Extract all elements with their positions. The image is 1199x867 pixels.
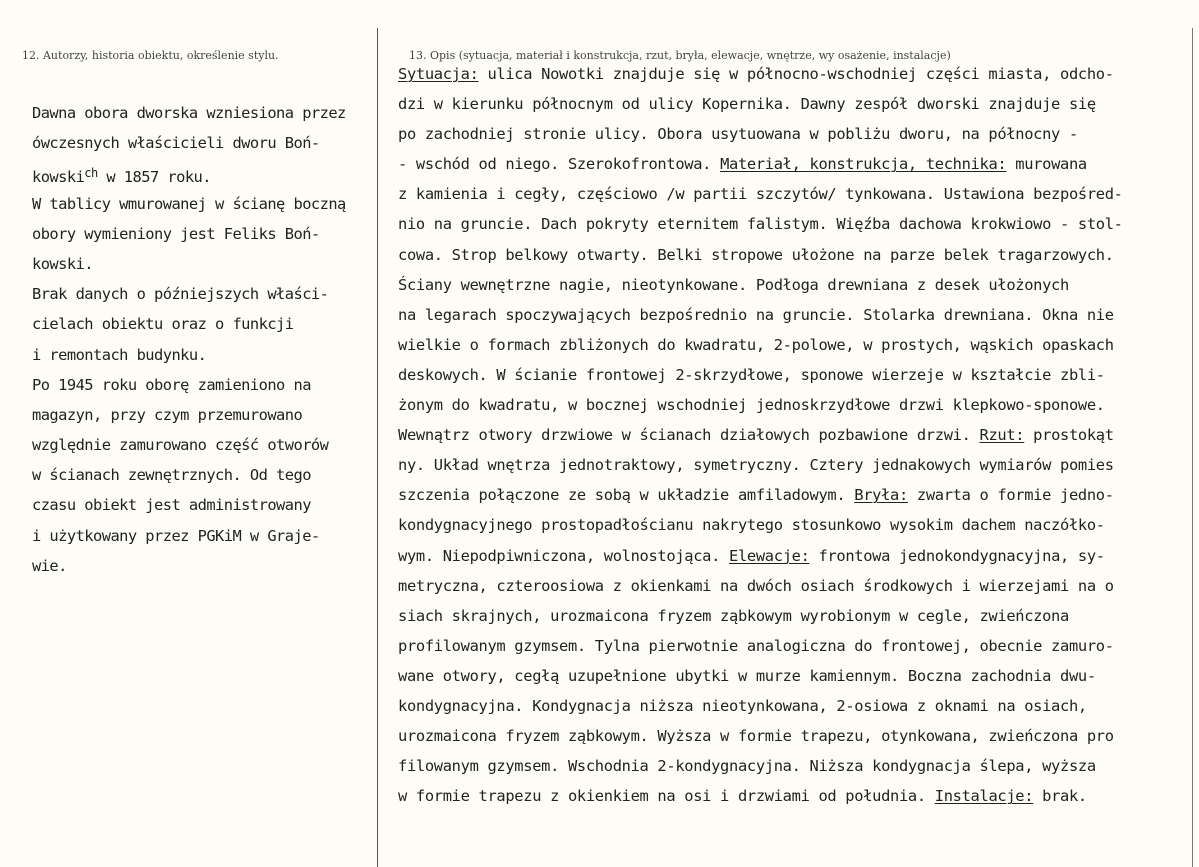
text-line: [32, 340, 376, 370]
text-line: [32, 400, 376, 430]
text-segment: obory wymieniony jest Feliks Boń-: [32, 224, 320, 243]
text-segment: nych właścicieli dworu Boń-: [84, 134, 320, 153]
text-segment: brak.: [1033, 787, 1087, 806]
text-segment: urozmaicona fryzem ząbkowym. Wyższa w formie trapezu, otynkowana, zwieńczona pro: [398, 727, 1114, 746]
text-line: [398, 691, 1198, 721]
text-segment: ny. Układ wnętrza jednotraktowy, symetryczny. Cztery jednakowych wymiarów pomies: [398, 456, 1114, 475]
text-segment: - wschód od niego. Szerokofrontowa.: [398, 155, 721, 174]
text-segment: wym. Niepodpiwniczona, wolnostojąca.: [398, 546, 730, 565]
section-13-header: 13. Opis (sytuacja, materiał i konstrukcja, rzut, bryła, elewacje, wnętrze, wy osażenie, instalacje): [409, 49, 951, 62]
text-line: [398, 510, 1198, 540]
text-segment: Dawna obora dworska wzniesiona przez: [32, 104, 346, 122]
text-segment: prostokąt: [1024, 426, 1114, 445]
text-line: [398, 751, 1198, 781]
text-line: [398, 209, 1198, 239]
text-line: [398, 420, 1198, 450]
text-segment: frontowa jednokondygnacyjna, sy-: [809, 546, 1105, 565]
text-line: [32, 460, 376, 490]
section-12-header: 12. Autorzy, historia obiektu, określenie stylu.: [22, 49, 279, 62]
text-segment: w 1857 roku.: [97, 168, 211, 187]
text-segment: magazyn, przy czym przemurowano: [32, 405, 303, 424]
text-segment: wane otwory, cegłą uzupełnione ubytki w murze kamiennym. Boczna zachodnia dwu-: [398, 666, 1096, 685]
text-segment: kondygnacyjnego prostopadłościanu nakrytego stosunkowo wysokim dachem naczółko-: [398, 516, 1105, 535]
text-line: [32, 370, 376, 400]
text-segment: dzi w kierunku północnym od ulicy Kopernika. Dawny zespół dworski znajduje się: [398, 95, 1096, 114]
text-segment: i użytkowany przez PGKiM w Graje-: [32, 526, 320, 545]
text-line: [32, 430, 376, 460]
text-segment: ch: [84, 166, 98, 181]
text-line: [398, 781, 1198, 811]
text-segment: żonym do kwadratu, w bocznej wschodniej jednoskrzydłowe drzwi klepkowo-sponowe.: [398, 396, 1105, 415]
text-segment: deskowych. W ścianie frontowej 2-skrzydłowe, sponowe wierzeje w kształcie zbli-: [398, 365, 1105, 384]
text-segment: murowana: [1006, 155, 1087, 174]
text-segment: siach skrajnych, urozmaicona fryzem ząbkowym wyrobionym w cegle, zwieńczona: [398, 606, 1069, 625]
text-line: [32, 309, 376, 339]
section-heading: Rzut:: [979, 426, 1025, 445]
text-line: [398, 270, 1198, 300]
text-segment: zwarta o formie jedno-: [907, 486, 1114, 505]
text-segment: wie.: [32, 556, 67, 575]
column-divider: [377, 28, 378, 867]
text-line: [32, 490, 376, 520]
text-line: [32, 128, 376, 158]
text-line: [398, 59, 1198, 89]
text-line: [398, 721, 1198, 751]
section-heading: Instalacje:: [934, 787, 1034, 806]
text-segment: profilowanym gzymsem. Tylna pierwotnie analogiczna do frontowej, obecnie zamuro-: [398, 636, 1114, 655]
text-segment: Ściany wewnętrzne nagie, nieotynkowane. Podłoga drewniana z desek ułożonych: [398, 275, 1069, 294]
text-line: [398, 450, 1198, 480]
text-line: [398, 480, 1198, 510]
text-line: [398, 390, 1198, 420]
text-line: [32, 158, 376, 188]
text-line: [398, 541, 1198, 571]
text-line: [398, 330, 1198, 360]
text-segment: w formie trapezu z okienkiem na osi i drzwiami od południa.: [398, 787, 935, 806]
text-segment: Brak danych o późniejszych właści-: [32, 285, 329, 304]
text-segment: po zachodniej stronie ulicy. Obora usytuowana w pobliżu dworu, na północny -: [398, 125, 1078, 144]
text-segment: filowanym gzymsem. Wschodnia 2-kondygnacyjna. Niższa kondygnacja ślepa, wyższa: [398, 757, 1096, 776]
text-segment: kowski.: [32, 254, 94, 273]
text-segment: cielach obiektu oraz o funkcji: [32, 315, 294, 334]
text-segment: Wewnątrz otwory drzwiowe w ścianach działowych pozbawione drzwi.: [398, 426, 980, 445]
text-segment: z kamienia i cegły, częściowo /w partii szczytów/ tynkowana. Ustawiona bezpośred-: [398, 185, 1123, 204]
text-segment: cowa. Strop belkowy otwarty. Belki stropowe ułożone na parze belek tragarzowych.: [398, 245, 1114, 264]
text-segment: nio na gruncie. Dach pokryty eternitem falistym. Więźba dachowa krokwiowo - stol-: [398, 215, 1123, 234]
text-segment: wielkie o formach zbliżonych do kwadratu, 2-polowe, w prostych, wąskich opaskach: [398, 335, 1114, 354]
text-segment: Po 1945 roku oborę zamieniono na: [32, 375, 311, 394]
text-line: [32, 279, 376, 309]
text-segment: kondygnacyjna. Kondygnacja niższa nieotynkowana, 2-osiowa z oknami na osiach,: [398, 696, 1087, 715]
text-line: [32, 521, 376, 551]
text-line: [398, 149, 1198, 179]
section-heading: Bryła:: [854, 486, 908, 505]
text-segment: ówczes: [32, 134, 85, 153]
text-line: [398, 360, 1198, 390]
text-segment: na legarach spoczywających bezpośrednio na gruncie. Stolarka drewniana. Okna nie: [398, 305, 1114, 324]
text-segment: w ścianach zewnętrznych. Od tego: [32, 466, 311, 485]
text-line: [32, 98, 376, 128]
text-segment: W tablicy wmurowanej w ścianę boczną: [32, 194, 346, 213]
text-line: [32, 551, 376, 581]
text-line: [398, 601, 1198, 631]
text-line: [398, 179, 1198, 209]
text-line: [32, 189, 376, 219]
description-text: [398, 59, 1198, 811]
text-segment: czasu obiekt jest administrowany: [32, 496, 311, 515]
text-line: [398, 631, 1198, 661]
text-line: [398, 571, 1198, 601]
section-heading: Sytuacja:: [398, 65, 479, 83]
section-heading: Elewacje:: [729, 546, 810, 565]
text-segment: szczenia połączone ze sobą w układzie amfiladowym.: [398, 486, 855, 505]
text-segment: ulica Nowotki znajduje się w północno-wschodniej części miasta, odcho-: [478, 65, 1114, 83]
section-heading: Materiał, konstrukcja, technika:: [720, 155, 1007, 174]
text-line: [32, 249, 376, 279]
text-segment: metryczna, czteroosiowa z okienkami na dwóch osiach środkowych i wierzejami na o: [398, 576, 1114, 595]
text-segment: i remontach budynku.: [32, 345, 207, 364]
text-line: [398, 119, 1198, 149]
text-line: [398, 300, 1198, 330]
text-line: [398, 89, 1198, 119]
text-segment: względnie zamurowano część otworów: [32, 436, 329, 455]
authors-history-text: [32, 98, 376, 581]
text-line: [398, 661, 1198, 691]
text-line: [398, 240, 1198, 270]
text-line: [32, 219, 376, 249]
text-segment: kowski: [32, 168, 85, 187]
